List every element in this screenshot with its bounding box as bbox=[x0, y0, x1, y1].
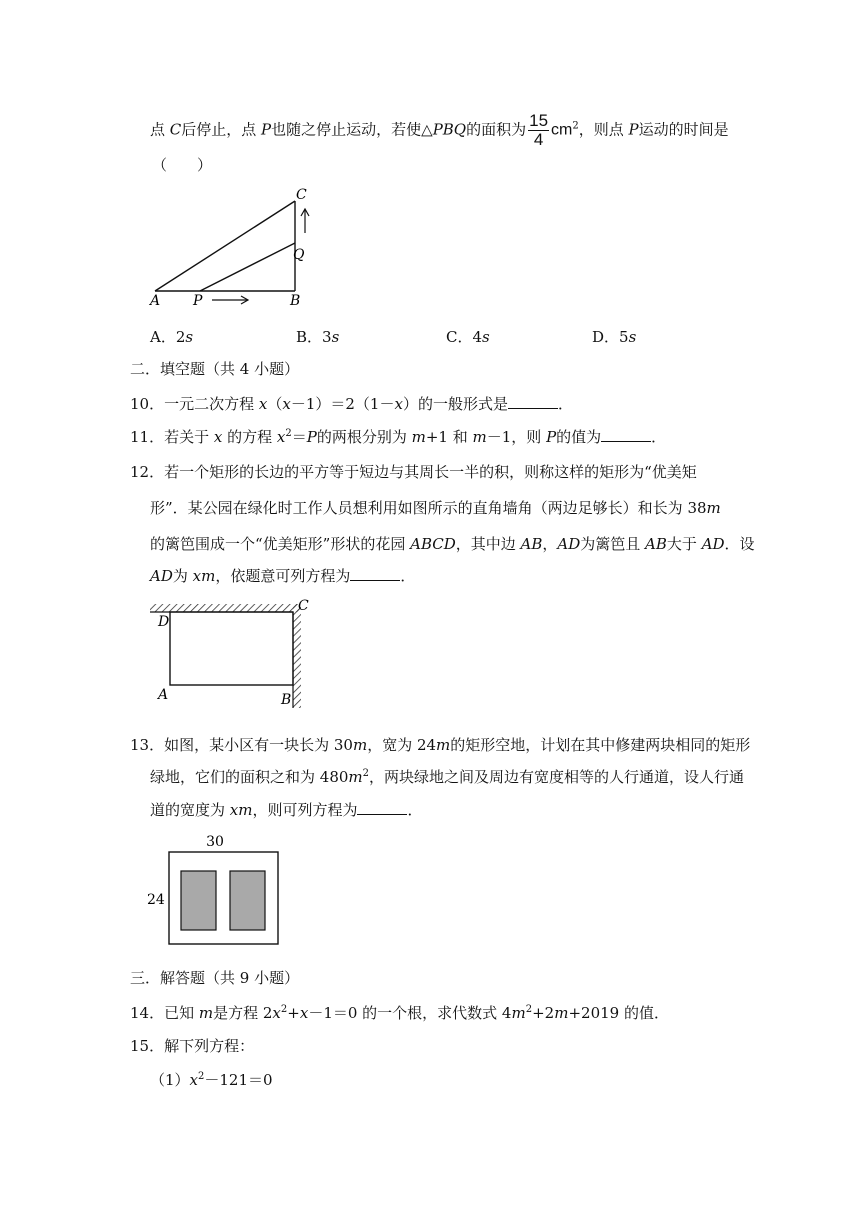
q12-text: ． bbox=[400, 567, 416, 585]
q10-text: ）的一般形式是 bbox=[402, 395, 508, 413]
garden-rectangle bbox=[170, 612, 293, 685]
option-label: A．2 bbox=[150, 328, 186, 346]
q13-text: 的矩形空地，计划在其中修建两块相同的矩形 bbox=[450, 736, 751, 754]
q10-text: 一元二次方程 bbox=[164, 395, 259, 413]
q13-text: ，则可列方程为 bbox=[252, 801, 358, 819]
question-number: 11． bbox=[130, 428, 165, 446]
exponent: 2 bbox=[362, 768, 370, 779]
top-wall-hatch bbox=[150, 604, 300, 612]
q9-text: ，则点 bbox=[578, 120, 629, 139]
var-m: m bbox=[511, 1004, 526, 1022]
question-number: 12． bbox=[130, 463, 165, 481]
q13-field-figure bbox=[140, 828, 290, 950]
q9-text: 也随之停止运动，若使△ bbox=[271, 120, 433, 139]
q15-text: －121＝0 bbox=[204, 1071, 273, 1089]
q9-option-a[interactable] bbox=[150, 326, 193, 347]
q9-option-d[interactable] bbox=[592, 326, 636, 347]
q11 bbox=[130, 427, 666, 447]
option-label: D．5 bbox=[592, 328, 629, 346]
q12-text: 若一个矩形的长边的平方等于短边与其周长一半的积，则称这样的矩形为“优美矩 bbox=[164, 463, 697, 481]
q9-text: 点 bbox=[150, 120, 170, 139]
q13-line1 bbox=[130, 735, 750, 755]
q12-text: 为 bbox=[172, 567, 193, 585]
q9-text: 后停止，点 bbox=[181, 120, 262, 139]
option-unit: s bbox=[331, 328, 340, 346]
q15 bbox=[130, 1036, 254, 1056]
q13-text: ，两块绿地之间及周边有宽度相等的人行通道，设人行通 bbox=[369, 768, 745, 786]
q9-stem bbox=[150, 112, 729, 149]
answer-blank[interactable] bbox=[601, 427, 651, 442]
q13-line2 bbox=[150, 767, 744, 787]
var-xm: xm bbox=[192, 567, 216, 585]
var-p: P bbox=[546, 428, 557, 446]
q10-text: （ bbox=[267, 395, 283, 413]
question-number: 10． bbox=[130, 395, 165, 413]
q13-text: ，宽为 24 bbox=[367, 736, 437, 754]
exponent: 2 bbox=[285, 428, 292, 439]
q14 bbox=[130, 1003, 669, 1023]
exponent: 2 bbox=[198, 1071, 205, 1082]
var-xm: xm bbox=[229, 801, 253, 819]
q9-option-b[interactable] bbox=[296, 326, 339, 347]
var-ad: AD bbox=[557, 535, 581, 553]
option-label: C．4 bbox=[446, 328, 483, 346]
option-label: B．3 bbox=[296, 328, 332, 346]
q11-text: 的方程 bbox=[222, 428, 277, 446]
q11-text: 的两根分别为 bbox=[316, 428, 412, 446]
q13-text: 如图，某小区有一块长为 30 bbox=[164, 736, 353, 754]
q11-text: ＝ bbox=[291, 428, 307, 446]
q9-var-p: P bbox=[261, 120, 272, 139]
q9-text: 运动的时间是 bbox=[638, 120, 729, 139]
q12-text: ，依题意可列方程为 bbox=[215, 567, 351, 585]
q9-var-c: C bbox=[169, 120, 182, 139]
q10-text: ． bbox=[557, 395, 573, 413]
q9-triangle-figure bbox=[140, 185, 320, 310]
var-abcd: ABCD bbox=[410, 535, 456, 553]
q12-line4 bbox=[150, 566, 415, 586]
q14-text: + bbox=[287, 1004, 300, 1022]
var-x: x bbox=[213, 428, 223, 446]
q13-line3 bbox=[150, 800, 423, 820]
q9-var-p: P bbox=[628, 120, 639, 139]
exponent: 2 bbox=[525, 1004, 533, 1015]
q9-fraction bbox=[528, 112, 549, 149]
q12-text: 形”．某公园在绿化时工作人员想利用如图所示的直角墙角（两边足够长）和长为 38 bbox=[150, 499, 707, 517]
width-label: 30 bbox=[206, 834, 224, 850]
option-unit: s bbox=[482, 328, 490, 346]
option-unit: s bbox=[185, 328, 194, 346]
q9-unit-exponent: 2 bbox=[572, 120, 579, 132]
option-unit: s bbox=[628, 328, 637, 346]
var-x: x bbox=[189, 1071, 199, 1089]
q11-text: +1 和 bbox=[425, 428, 473, 446]
label-a: A bbox=[158, 687, 169, 703]
question-number: 14． bbox=[130, 1004, 165, 1022]
q13-text: 道的宽度为 bbox=[150, 801, 230, 819]
question-number: 13． bbox=[130, 736, 165, 754]
var-ab: AB bbox=[520, 535, 543, 553]
label-d: D bbox=[158, 614, 170, 630]
var-ad: AD bbox=[701, 535, 725, 553]
segment-pq bbox=[200, 243, 295, 291]
q11-text: 若关于 bbox=[164, 428, 214, 446]
height-label: 24 bbox=[147, 892, 165, 908]
var-m: m bbox=[352, 736, 368, 754]
section-heading: 二．填空题（共 4 小题） bbox=[130, 360, 300, 378]
q12-line2 bbox=[150, 498, 721, 518]
q12-text: ．设 bbox=[724, 535, 755, 553]
var-m: m bbox=[472, 428, 487, 446]
var-x: x bbox=[276, 428, 286, 446]
answer-blank[interactable] bbox=[357, 800, 407, 815]
green-plot-left bbox=[181, 871, 216, 930]
var-m: m bbox=[554, 1004, 569, 1022]
q9-text: 的面积为 bbox=[466, 120, 527, 139]
segment-ac bbox=[155, 201, 295, 291]
q9-answer-paren: （ ） bbox=[152, 156, 213, 174]
q9-option-c[interactable] bbox=[446, 326, 490, 347]
q11-text: 的值为 bbox=[556, 428, 602, 446]
q10-text: －1）＝2（1－ bbox=[290, 395, 395, 413]
q15-text: 解下列方程： bbox=[164, 1037, 255, 1055]
fraction-numerator: 15 bbox=[529, 111, 549, 130]
label-q: Q bbox=[293, 247, 305, 263]
label-a: A bbox=[150, 293, 161, 309]
var-x: x bbox=[258, 395, 268, 413]
var-m: m bbox=[411, 428, 426, 446]
q12-text: 为篱笆且 bbox=[580, 535, 646, 553]
label-b: B bbox=[290, 293, 301, 309]
label-p: P bbox=[193, 293, 203, 309]
label-c: C bbox=[296, 187, 307, 203]
q11-text: ． bbox=[651, 428, 667, 446]
section-heading: 三．解答题（共 9 小题） bbox=[130, 969, 300, 987]
question-number: 15． bbox=[130, 1037, 165, 1055]
var-ab: AB bbox=[645, 535, 667, 553]
q13-text: ． bbox=[407, 801, 423, 819]
var-m: m bbox=[436, 736, 451, 754]
green-plot-right bbox=[230, 871, 265, 930]
q10 bbox=[130, 394, 573, 414]
answer-blank[interactable] bbox=[350, 566, 400, 581]
var-x: x bbox=[282, 395, 291, 413]
q14-text: 已知 bbox=[164, 1004, 199, 1022]
q12-text: ，其中边 bbox=[455, 535, 521, 553]
q11-text: －1，则 bbox=[486, 428, 547, 446]
q14-text: +2019 的值． bbox=[568, 1004, 669, 1022]
var-x: x bbox=[272, 1004, 281, 1022]
q13-text: 绿地，它们的面积之和为 480 bbox=[150, 768, 349, 786]
answer-blank[interactable] bbox=[508, 394, 558, 409]
var-p: P bbox=[306, 428, 317, 446]
q12-line1 bbox=[130, 462, 697, 482]
var-x: x bbox=[394, 395, 403, 413]
q14-text: +2 bbox=[532, 1004, 555, 1022]
q14-text: 是方程 2 bbox=[213, 1004, 273, 1022]
q12-wall-figure bbox=[140, 598, 320, 716]
var-x: x bbox=[299, 1004, 309, 1022]
q14-text: －1＝0 的一个根，求代数式 4 bbox=[308, 1004, 512, 1022]
q9-var-pbq: PBQ bbox=[432, 120, 467, 139]
var-m: m bbox=[706, 499, 721, 517]
var-ad: AD bbox=[150, 567, 173, 585]
q12-text: ， bbox=[542, 535, 558, 553]
var-m: m bbox=[348, 768, 363, 786]
q12-text: 大于 bbox=[666, 535, 702, 553]
q12-line3 bbox=[150, 534, 755, 554]
q15-sub1 bbox=[150, 1070, 273, 1090]
var-m: m bbox=[198, 1004, 214, 1022]
q9-unit: cm bbox=[551, 121, 573, 139]
q12-text: 的篱笆围成一个“优美矩形”形状的花园 bbox=[150, 535, 411, 553]
right-wall-hatch bbox=[293, 604, 301, 708]
exponent: 2 bbox=[280, 1004, 288, 1015]
fraction-denominator: 4 bbox=[533, 130, 544, 149]
label-b: B bbox=[281, 692, 292, 708]
label-c: C bbox=[298, 598, 309, 614]
sub-question-number: （1） bbox=[150, 1071, 190, 1089]
